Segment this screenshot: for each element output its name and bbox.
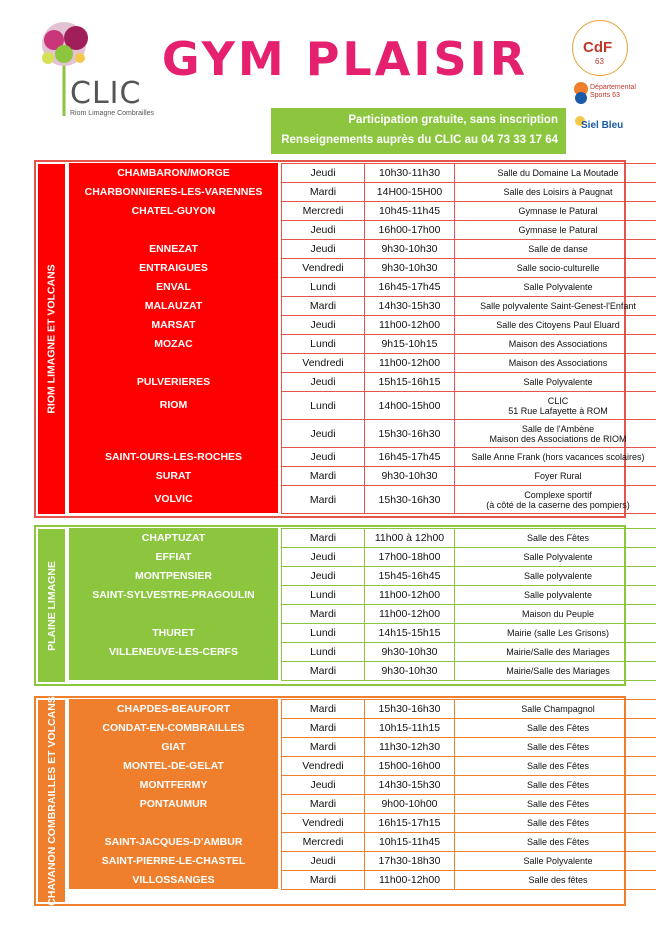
place-line: Salle Champagnol: [521, 704, 595, 714]
table-row: [69, 870, 656, 889]
sport-logo-text: Départemental Sports 63: [590, 84, 636, 99]
table-row: [69, 353, 656, 372]
day-cell: Mardi: [281, 604, 365, 624]
day-cell: Mardi: [281, 661, 365, 681]
place-cell: [454, 547, 656, 567]
siel-bleu-logo: [573, 112, 633, 138]
cdf-logo: [572, 20, 628, 76]
hours-cell: 11h00-12h00: [364, 315, 455, 335]
cdf-logo-number: 63: [595, 57, 604, 66]
table-row: [69, 775, 656, 794]
place-cell: [454, 353, 656, 373]
commune-name: MARSAT: [69, 315, 278, 334]
hours-cell: 9h30-10h30: [364, 642, 455, 662]
place-cell: [454, 372, 656, 392]
day-cell: Mardi: [281, 718, 365, 738]
commune-name: CHAMBARON/MORGE: [69, 163, 278, 182]
day-cell: Mercredi: [281, 832, 365, 852]
section-plaine-limagne: [34, 525, 626, 686]
hours-cell: 17h30-18h30: [364, 851, 455, 871]
table-row: [69, 419, 656, 447]
info-banner: [271, 108, 566, 154]
day-cell: Jeudi: [281, 315, 365, 335]
place-line: Salle des fêtes: [528, 875, 588, 885]
commune-name-empty: [69, 220, 278, 239]
day-cell: Vendredi: [281, 353, 365, 373]
day-cell: Mercredi: [281, 201, 365, 221]
place-line: Salle des Fêtes: [526, 818, 590, 828]
place-cell: [454, 277, 656, 297]
table-row: [69, 485, 656, 513]
place-line: Salle polyvalente: [523, 571, 593, 581]
commune-name: VILLOSSANGES: [69, 870, 278, 889]
place-cell: [454, 604, 656, 624]
commune-name: SAINT-SYLVESTRE-PRAGOULIN: [69, 585, 278, 604]
hours-cell: 9h30-10h30: [364, 661, 455, 681]
place-line: CLIC: [547, 395, 569, 406]
place-line: Gymnase le Patural: [518, 206, 598, 216]
place-line: Mairie (salle Les Grisons): [506, 628, 610, 638]
place-line: Salle des Loisirs à Paugnat: [503, 187, 613, 197]
hours-cell: 15h30-16h30: [364, 699, 455, 719]
day-cell: Lundi: [281, 623, 365, 643]
place-line: Maison des Associations: [508, 339, 608, 349]
table-row: [69, 585, 656, 604]
day-cell: Mardi: [281, 794, 365, 814]
section-label-box: [38, 529, 65, 682]
day-cell: Mardi: [281, 528, 365, 548]
hours-cell: 15h15-16h15: [364, 372, 455, 392]
commune-name: ENTRAIGUES: [69, 258, 278, 277]
commune-name: CHARBONNIERES-LES-VARENNES: [69, 182, 278, 201]
place-line: Salle Polyvalente: [523, 377, 593, 387]
place-cell: [454, 832, 656, 852]
hours-cell: 9h15-10h15: [364, 334, 455, 354]
place-cell: [454, 718, 656, 738]
place-line: Salle socio-culturelle: [516, 263, 600, 273]
info-line-2: Renseignements auprès du CLIC au 04 73 33 17 64: [281, 134, 558, 146]
table-row: [69, 182, 656, 201]
place-line: Salle des Citoyens Paul Eluard: [496, 320, 620, 330]
day-cell: Mardi: [281, 699, 365, 719]
table-row: [69, 756, 656, 775]
schedule-table: [69, 699, 656, 889]
table-row: [69, 661, 656, 680]
place-cell: [454, 642, 656, 662]
day-cell: Vendredi: [281, 813, 365, 833]
day-cell: Mardi: [281, 296, 365, 316]
place-line: (à côté de la caserne des pompiers): [486, 499, 630, 510]
day-cell: Lundi: [281, 277, 365, 297]
place-line: Salle Polyvalente: [523, 552, 593, 562]
commune-name: SURAT: [69, 466, 278, 485]
hours-cell: 9h30-10h30: [364, 466, 455, 486]
hours-cell: 11h00-12h00: [364, 604, 455, 624]
section-chavanon-combrailles: [34, 696, 626, 906]
hours-cell: 11h00-12h00: [364, 870, 455, 890]
place-cell: [454, 851, 656, 871]
table-row: [69, 718, 656, 737]
place-cell: [454, 485, 656, 514]
place-line: Foyer Rural: [534, 471, 582, 481]
hours-cell: 10h45-11h45: [364, 201, 455, 221]
place-line: Salle polyvalente Saint-Genest-l'Enfant: [480, 301, 636, 311]
commune-name: MONTPENSIER: [69, 566, 278, 585]
hours-cell: 14h30-15h30: [364, 775, 455, 795]
table-row: [69, 642, 656, 661]
table-row: [69, 372, 656, 391]
place-cell: [454, 447, 656, 467]
table-row: [69, 296, 656, 315]
day-cell: Jeudi: [281, 419, 365, 448]
hours-cell: 14h30-15h30: [364, 296, 455, 316]
table-row: [69, 391, 656, 419]
commune-name-empty: [69, 353, 278, 372]
section-label-box: [38, 164, 65, 514]
logo-name: CLIC: [70, 76, 142, 111]
hours-cell: 9h30-10h30: [364, 239, 455, 259]
commune-name: CHATEL-GUYON: [69, 201, 278, 220]
day-cell: Lundi: [281, 585, 365, 605]
commune-name: CHAPDES-BEAUFORT: [69, 699, 278, 718]
place-line: Mairie/Salle des Mariages: [506, 647, 610, 657]
place-line: Maison du Peuple: [521, 609, 595, 619]
day-cell: Lundi: [281, 391, 365, 420]
place-line: Salle de danse: [528, 244, 588, 254]
commune-name: CONDAT-EN-COMBRAILLES: [69, 718, 278, 737]
table-row: [69, 547, 656, 566]
place-cell: [454, 296, 656, 316]
day-cell: Jeudi: [281, 220, 365, 240]
cdf-logo-text: CdF: [583, 39, 613, 56]
table-row: [69, 832, 656, 851]
section-label-box: [38, 696, 65, 906]
place-line: Salle polyvalente: [523, 590, 593, 600]
place-cell: [454, 182, 656, 202]
commune-name: SAINT-PIERRE-LE-CHASTEL: [69, 851, 278, 870]
place-cell: [454, 737, 656, 757]
place-cell: [454, 756, 656, 776]
table-row: [69, 315, 656, 334]
hours-cell: 11h00-12h00: [364, 353, 455, 373]
place-cell: [454, 623, 656, 643]
place-cell: [454, 315, 656, 335]
table-row: [69, 699, 656, 718]
commune-name: SAINT-OURS-LES-ROCHES: [69, 447, 278, 466]
day-cell: Mardi: [281, 466, 365, 486]
commune-name: SAINT-JACQUES-D'AMBUR: [69, 832, 278, 851]
place-cell: [454, 870, 656, 890]
hours-cell: 16h45-17h45: [364, 277, 455, 297]
place-cell: [454, 775, 656, 795]
place-line: Salle Polyvalente: [523, 282, 593, 292]
hours-cell: 15h00-16h00: [364, 756, 455, 776]
table-row: [69, 220, 656, 239]
commune-name: EFFIAT: [69, 547, 278, 566]
table-row: [69, 201, 656, 220]
place-cell: [454, 566, 656, 586]
hours-cell: 14H00-15H00: [364, 182, 455, 202]
place-cell: [454, 239, 656, 259]
place-line: Salle des Fêtes: [526, 723, 590, 733]
place-cell: [454, 699, 656, 719]
hours-cell: 15h30-16h30: [364, 485, 455, 514]
day-cell: Jeudi: [281, 163, 365, 183]
table-row: [69, 737, 656, 756]
commune-name: GIAT: [69, 737, 278, 756]
section-label: CHAVANON COMBRAILLES ET VOLCANS: [45, 696, 58, 906]
sport-logo: [572, 78, 636, 108]
schedule-table: [69, 163, 656, 513]
place-cell: [454, 201, 656, 221]
place-cell: [454, 466, 656, 486]
hours-cell: 11h00-12h00: [364, 585, 455, 605]
place-line: Maison des Associations: [508, 358, 608, 368]
place-line: Salle des Fêtes: [526, 533, 590, 543]
place-line: Salle des Fêtes: [526, 799, 590, 809]
commune-name: VOLVIC: [69, 485, 278, 513]
hours-cell: 9h30-10h30: [364, 258, 455, 278]
section-label: RIOM LIMAGNE ET VOLCANS: [45, 264, 58, 414]
table-row: [69, 813, 656, 832]
commune-name: RIOM: [69, 391, 278, 419]
commune-name: ENNEZAT: [69, 239, 278, 258]
place-cell: [454, 391, 656, 420]
place-line: Salle des Fêtes: [526, 837, 590, 847]
hours-cell: 15h30-16h30: [364, 419, 455, 448]
day-cell: Jeudi: [281, 566, 365, 586]
place-line: Gymnase le Patural: [518, 225, 598, 235]
place-line: Salle Anne Frank (hors vacances scolaires): [471, 452, 645, 462]
commune-name-empty: [69, 661, 278, 680]
day-cell: Mardi: [281, 182, 365, 202]
commune-name: THURET: [69, 623, 278, 642]
hours-cell: 14h00-15h00: [364, 391, 455, 420]
day-cell: Jeudi: [281, 447, 365, 467]
hours-cell: 17h00-18h00: [364, 547, 455, 567]
place-line: 51 Rue Lafayette à ROM: [508, 405, 608, 416]
commune-name: ENVAL: [69, 277, 278, 296]
day-cell: Jeudi: [281, 851, 365, 871]
place-cell: [454, 528, 656, 548]
hours-cell: 16h45-17h45: [364, 447, 455, 467]
table-row: [69, 794, 656, 813]
place-line: Salle de l'Ambène: [521, 423, 595, 434]
commune-name: PULVERIERES: [69, 372, 278, 391]
hours-cell: 16h15-17h15: [364, 813, 455, 833]
place-cell: [454, 334, 656, 354]
place-cell: [454, 220, 656, 240]
hours-cell: 10h15-11h45: [364, 832, 455, 852]
commune-name: CHAPTUZAT: [69, 528, 278, 547]
hours-cell: 10h30-11h30: [364, 163, 455, 183]
day-cell: Jeudi: [281, 775, 365, 795]
hours-cell: 10h15-11h15: [364, 718, 455, 738]
hours-cell: 15h45-16h45: [364, 566, 455, 586]
place-line: Mairie/Salle des Mariages: [506, 666, 610, 676]
table-row: [69, 528, 656, 547]
place-line: Salle des Fêtes: [526, 761, 590, 771]
table-row: [69, 466, 656, 485]
sport-swirl-icon: [572, 80, 590, 106]
table-row: [69, 851, 656, 870]
place-cell: [454, 163, 656, 183]
commune-name: MOZAC: [69, 334, 278, 353]
day-cell: Vendredi: [281, 756, 365, 776]
table-row: [69, 623, 656, 642]
table-row: [69, 277, 656, 296]
place-cell: [454, 794, 656, 814]
hours-cell: 16h00-17h00: [364, 220, 455, 240]
place-line: Salle des Fêtes: [526, 742, 590, 752]
place-cell: [454, 585, 656, 605]
clic-logo: [36, 18, 156, 123]
day-cell: Jeudi: [281, 547, 365, 567]
table-row: [69, 239, 656, 258]
hours-cell: 9h00-10h00: [364, 794, 455, 814]
place-cell: [454, 419, 656, 448]
place-cell: [454, 813, 656, 833]
hours-cell: 11h00 à 12h00: [364, 528, 455, 548]
commune-name: PONTAUMUR: [69, 794, 278, 813]
day-cell: Vendredi: [281, 258, 365, 278]
place-cell: [454, 661, 656, 681]
day-cell: Mardi: [281, 485, 365, 514]
place-cell: [454, 258, 656, 278]
table-row: [69, 604, 656, 623]
place-line: Complexe sportif: [524, 489, 592, 500]
place-line: Salle des Fêtes: [526, 780, 590, 790]
table-row: [69, 163, 656, 182]
hours-cell: 14h15-15h15: [364, 623, 455, 643]
commune-name-empty: [69, 813, 278, 832]
place-line: Maison des Associations de RIOM: [489, 433, 627, 444]
table-row: [69, 447, 656, 466]
hours-cell: 11h30-12h30: [364, 737, 455, 757]
commune-name: MONTFERMY: [69, 775, 278, 794]
commune-name: MALAUZAT: [69, 296, 278, 315]
info-line-1: Participation gratuite, sans inscription: [348, 114, 558, 126]
day-cell: Mardi: [281, 870, 365, 890]
section-riom-limagne: [34, 160, 645, 518]
day-cell: Mardi: [281, 737, 365, 757]
table-row: [69, 334, 656, 353]
day-cell: Jeudi: [281, 239, 365, 259]
page-title: GYM PLAISIR: [161, 32, 529, 86]
commune-name-empty: [69, 604, 278, 623]
schedule-table: [69, 528, 656, 680]
day-cell: Lundi: [281, 642, 365, 662]
commune-name: VILLENEUVE-LES-CERFS: [69, 642, 278, 661]
place-line: Salle Polyvalente: [523, 856, 593, 866]
commune-name-empty: [69, 419, 278, 447]
table-row: [69, 258, 656, 277]
logo-subtitle: Riom Limagne Combrailles: [70, 110, 155, 117]
day-cell: Lundi: [281, 334, 365, 354]
section-label: PLAINE LIMAGNE: [45, 560, 58, 651]
siel-bleu-text: Siel Bleu: [581, 120, 624, 131]
commune-name: MONTEL-DE-GELAT: [69, 756, 278, 775]
day-cell: Jeudi: [281, 372, 365, 392]
table-row: [69, 566, 656, 585]
place-line: Salle du Domaine La Moutade: [497, 168, 619, 178]
